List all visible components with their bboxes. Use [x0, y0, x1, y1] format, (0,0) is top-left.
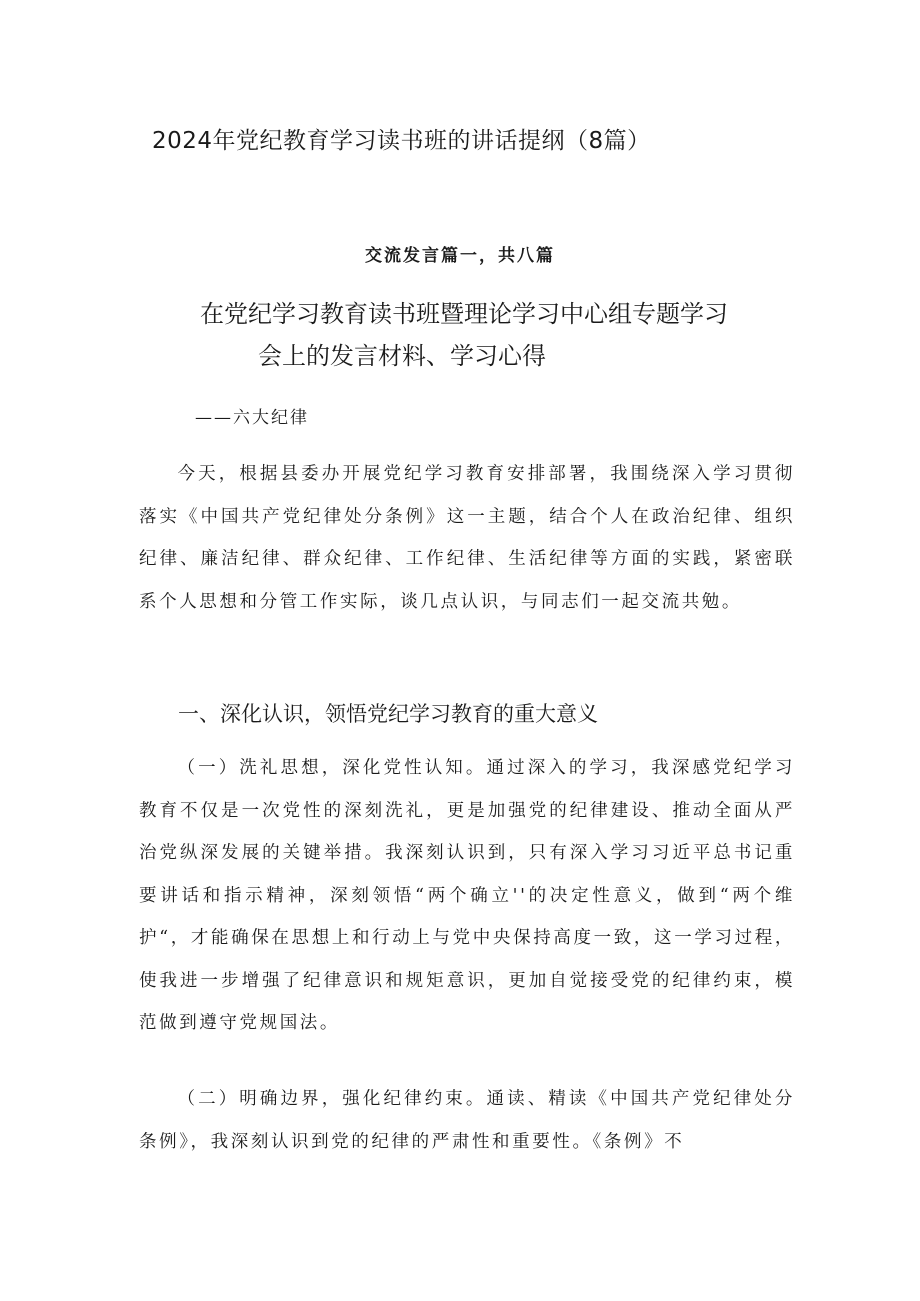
speech-title — [200, 293, 728, 377]
intro-paragraph: 今天，根据县委办开展党纪学习教育安排部署，我围绕深入学习贯彻落实《中国共产党纪律处分条例》这一主题，结合个人在政治纪律、组织纪律、廉洁纪律、群众纪律、工作纪律、生活纪律等方面的实践，紧密联系个人思想和分管工作实际，谈几点认识，与同志们一起交流共勉。 — [139, 464, 795, 612]
body-paragraph-2: （二）明确边界，强化纪律约束。通读、精读《中国共产党纪律处分条例》，我深刻认识到党的纪律的严肃性和重要性。《条例》不 — [139, 1089, 795, 1152]
document-title: 2024年党纪教育学习读书班的讲话提纲（8篇） — [152, 128, 651, 154]
section-label: 交流发言篇一，共八篇 — [365, 246, 555, 266]
section-heading-1: 一、深化认识，领悟党纪学习教育的重大意义 — [178, 702, 598, 726]
body-paragraph-1: （一）洗礼思想，深化党性认知。通过深入的学习，我深感党纪学习教育不仅是一次党性的深刻洗礼，更是加强党的纪律建设、推动全面从严治党纵深发展的关键举措。我深刻认识到，只有深入学习习近平总书记重要讲话和指示精神，深刻领悟“两个确立''的决定性意义，做到“两个维护“，才能确保在思想上和行动上与党中央保持高度一致，这一学习过程，使我进一步增强了纪律意识和规矩意识，更加自觉接受党的纪律约束，模范做到遵守党规国法。 — [139, 758, 795, 1033]
speech-title-line-1: 在党纪学习教育读书班暨理论学习中心组专题学习 — [200, 300, 728, 328]
speech-title-line-2: 会上的发言材料、学习心得 — [258, 342, 546, 370]
speech-subtitle: ——六大纪律 — [195, 408, 309, 428]
